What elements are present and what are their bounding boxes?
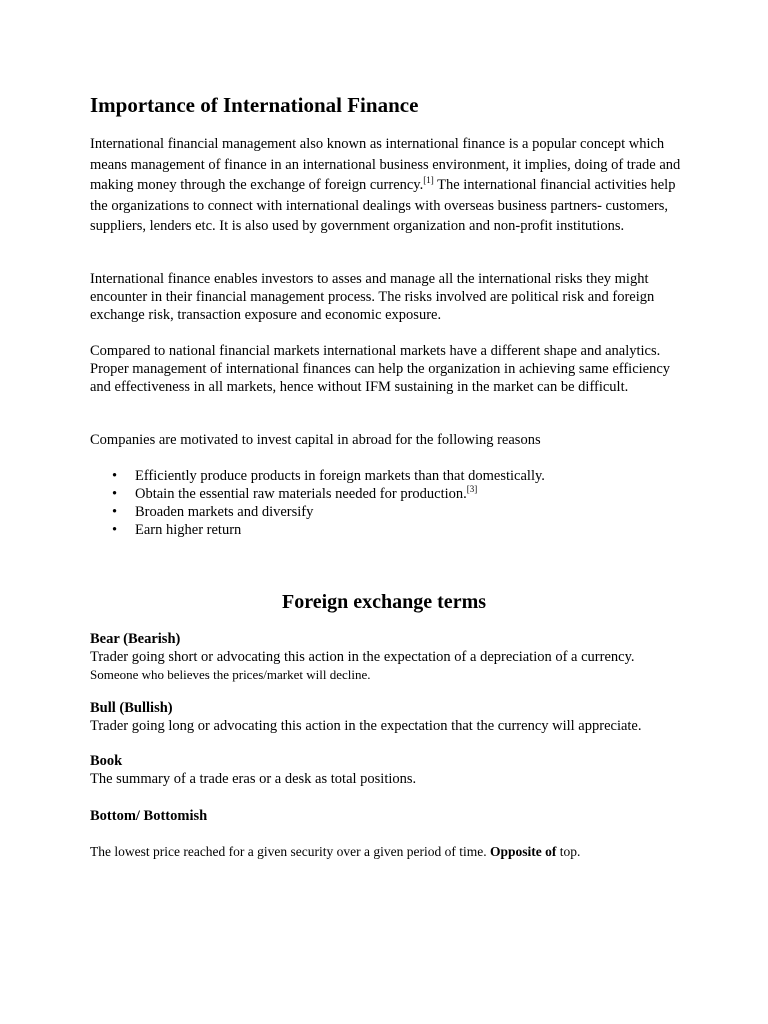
- reasons-list: [90, 467, 690, 539]
- term-name: Bottom/ Bottomish: [90, 808, 208, 824]
- term-name: Bull (Bullish): [90, 700, 173, 716]
- paragraph-reasons-intro: Companies are motivated to invest capital in abroad for the following reasons: [90, 432, 541, 448]
- list-item-text: Efficiently produce products in foreign markets than that domestically.: [135, 468, 545, 484]
- term-definition: Trader going long or advocating this action in the expectation that the currency will appreciate.: [90, 718, 642, 734]
- term-definition: Trader going short or advocating this action in the expectation of a depreciation of a currency.: [90, 649, 635, 665]
- term-definition-end: top.: [556, 844, 581, 859]
- term-definition: The lowest price reached for a given security over a given period of time.: [90, 844, 490, 859]
- term-definition-emphasis: Opposite of: [489, 844, 557, 859]
- list-item: [90, 521, 690, 539]
- citation-ref-3[interactable]: [3]: [466, 484, 478, 494]
- list-item: [90, 467, 690, 485]
- term-definition: The summary of a trade eras or a desk as total positions.: [90, 771, 417, 787]
- paragraph-markets: Compared to national financial markets international markets have a different shape and analytics. Proper management of international finances can help the organization in achieving same efficiency and effectiveness in all markets, hence without IFM sustaining in the market can be difficult.: [90, 343, 671, 395]
- term-bull: [90, 699, 690, 735]
- bullet-icon: •: [112, 468, 118, 484]
- list-item: [90, 485, 690, 503]
- paragraph-intro: [90, 134, 690, 237]
- paragraph-risks: International finance enables investors to asses and manage all the international risks they might encounter in their financial management process. The risks involved are political risk and foreign exchange risk, transaction exposure and economic exposure.: [90, 271, 655, 323]
- term-name: Bear (Bearish): [90, 631, 181, 647]
- term-bear: [90, 630, 690, 683]
- term-name: Book: [90, 753, 123, 769]
- list-item-text: Obtain the essential raw materials needed for production.: [135, 486, 467, 502]
- list-item-text: Broaden markets and diversify: [135, 504, 314, 520]
- bullet-icon: •: [112, 486, 118, 502]
- bullet-icon: •: [112, 522, 118, 538]
- section-title-foreign-exchange-terms: Foreign exchange terms: [281, 591, 487, 613]
- bullet-icon: •: [112, 504, 118, 520]
- citation-ref-1[interactable]: [1]: [423, 175, 434, 186]
- paragraph-intro-text-cont: The international financial activities help the organizations to connect with international dealings with overseas business partners- customers, suppliers, lenders etc. It is also used by government organization and non-profit institutions.: [90, 177, 676, 235]
- paragraph-intro-text: International financial management also known as international finance is a popular concept which means management of finance in an international business environment, it implies, doing of trade and making money through the exchange of foreign currency.: [90, 136, 681, 194]
- term-book: [90, 752, 690, 788]
- list-item: [90, 503, 690, 521]
- term-note: Someone who believes the prices/market will decline.: [90, 667, 371, 682]
- term-bottom-definition: [90, 843, 690, 861]
- section-title-international-finance: Importance of International Finance: [90, 93, 419, 117]
- list-item-text: Earn higher return: [135, 522, 242, 538]
- term-bottom: [90, 807, 690, 825]
